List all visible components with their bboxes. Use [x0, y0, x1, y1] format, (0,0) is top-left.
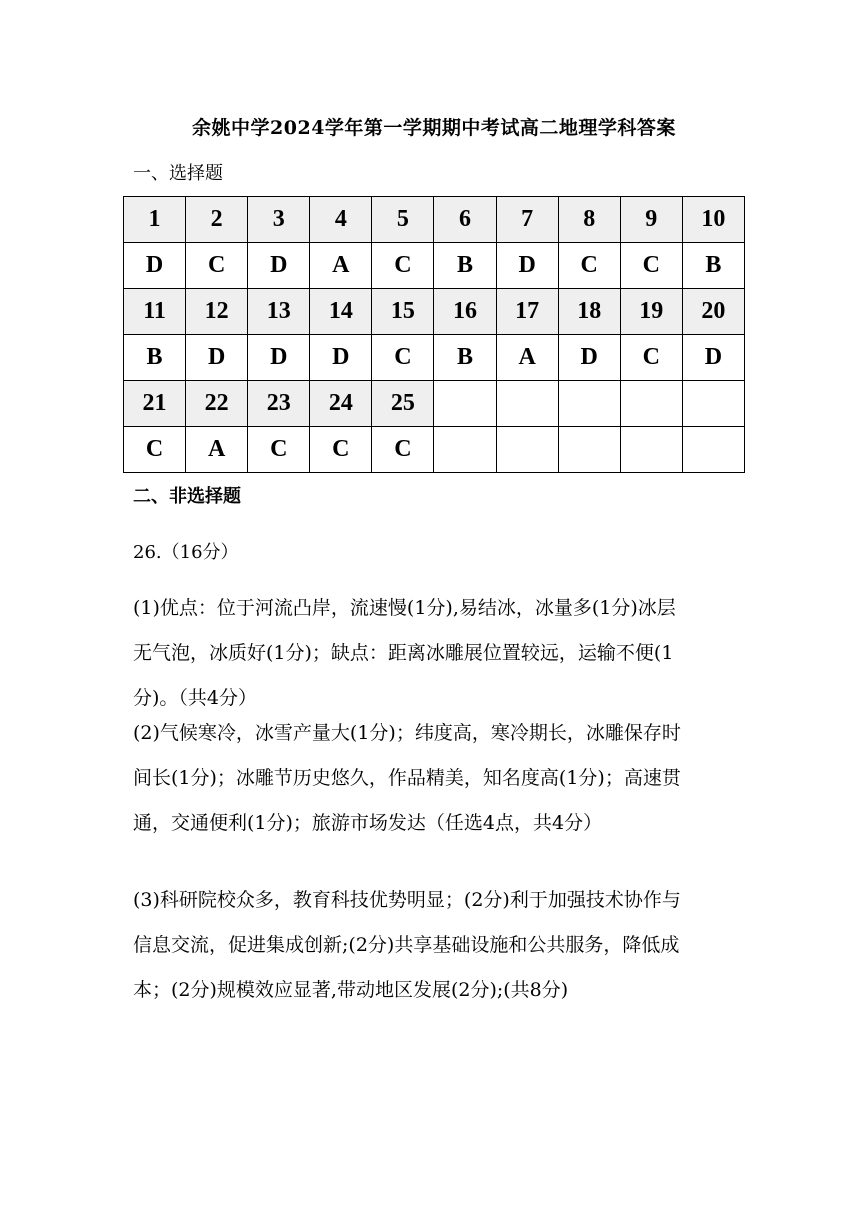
question-number-cell: 19: [620, 289, 682, 335]
question-number-cell: 5: [372, 197, 434, 243]
section-heading-multiple-choice: 一、选择题: [133, 163, 223, 184]
answer-cell: D: [124, 243, 186, 289]
question-number-cell: 6: [434, 197, 496, 243]
question-number-cell: 7: [496, 197, 558, 243]
question-number-cell: 2: [186, 197, 248, 243]
question-number-cell: [620, 381, 682, 427]
question-number-cell: 10: [682, 197, 744, 243]
answer-cell: C: [248, 427, 310, 473]
paragraph-line: 无气泡，冰质好(1分)；缺点：距离冰雕展位置较远，运输不便(1: [133, 642, 674, 664]
answer-cell: B: [124, 335, 186, 381]
document-title: 余姚中学2024学年第一学期期中考试高二地理学科答案: [192, 117, 676, 139]
question-number-cell: [682, 381, 744, 427]
paragraph-line: 本；(2分)规模效应显著,带动地区发展(2分);(共8分): [133, 979, 569, 1001]
question-number-cell: 12: [186, 289, 248, 335]
question-number-cell: 8: [558, 197, 620, 243]
answer-cell: C: [372, 243, 434, 289]
answer-cell: A: [310, 243, 372, 289]
answer-paragraph-2: [133, 711, 739, 846]
question-number-cell: [496, 381, 558, 427]
section-heading-non-choice: 二、非选择题: [133, 486, 241, 507]
answer-cell: C: [124, 427, 186, 473]
question-number-cell: 11: [124, 289, 186, 335]
question-number-cell: 20: [682, 289, 744, 335]
answer-cell: C: [372, 335, 434, 381]
answer-cell: B: [434, 335, 496, 381]
answer-cell: D: [248, 335, 310, 381]
question-number-cell: 23: [248, 381, 310, 427]
question-number-cell: 18: [558, 289, 620, 335]
answer-cell: C: [620, 243, 682, 289]
question-number-cell: [434, 381, 496, 427]
answer-paragraph-1: [133, 586, 739, 721]
question-number-cell: [558, 381, 620, 427]
question-number-row: [124, 197, 745, 243]
paragraph-line: 通，交通便利(1分)；旅游市场发达（任选4点，共4分）: [133, 812, 603, 834]
question-number-cell: 22: [186, 381, 248, 427]
answer-cell: D: [682, 335, 744, 381]
answer-cell: [558, 427, 620, 473]
answer-cell: [620, 427, 682, 473]
question-number-cell: 15: [372, 289, 434, 335]
question-number-cell: 9: [620, 197, 682, 243]
paragraph-line: 信息交流，促进集成创新;(2分)共享基础设施和公共服务，降低成: [133, 934, 680, 956]
answer-cell: [682, 427, 744, 473]
question-26-heading: 26.（16分）: [133, 542, 239, 563]
paragraph-line: 分)。（共4分）: [133, 687, 258, 709]
answer-cell: D: [248, 243, 310, 289]
answer-cell: A: [496, 335, 558, 381]
answer-cell: B: [682, 243, 744, 289]
answer-table: [123, 196, 745, 473]
answer-cell: D: [496, 243, 558, 289]
question-number-cell: 21: [124, 381, 186, 427]
answer-cell: D: [310, 335, 372, 381]
answer-row: [124, 243, 745, 289]
question-number-cell: 25: [372, 381, 434, 427]
question-number-cell: 24: [310, 381, 372, 427]
answer-paragraph-3: [133, 878, 739, 1013]
answer-cell: C: [310, 427, 372, 473]
paragraph-line: 间长(1分)；冰雕节历史悠久，作品精美，知名度高(1分)；高速贯: [133, 767, 681, 789]
answer-cell: B: [434, 243, 496, 289]
paragraph-line: (2)气候寒冷，冰雪产量大(1分)；纬度高，寒冷期长，冰雕保存时: [133, 722, 681, 744]
answer-cell: [434, 427, 496, 473]
answer-cell: D: [186, 335, 248, 381]
question-number-row: [124, 289, 745, 335]
answer-cell: A: [186, 427, 248, 473]
answer-cell: C: [558, 243, 620, 289]
answer-cell: C: [620, 335, 682, 381]
paragraph-line: (1)优点：位于河流凸岸，流速慢(1分),易结冰，冰量多(1分)冰层: [133, 597, 676, 619]
question-number-cell: 14: [310, 289, 372, 335]
question-number-cell: 17: [496, 289, 558, 335]
answer-cell: C: [372, 427, 434, 473]
answer-row: [124, 335, 745, 381]
question-number-cell: 4: [310, 197, 372, 243]
question-number-cell: 1: [124, 197, 186, 243]
answer-cell: [496, 427, 558, 473]
question-number-cell: 3: [248, 197, 310, 243]
question-number-cell: 16: [434, 289, 496, 335]
answer-row: [124, 427, 745, 473]
answer-cell: D: [558, 335, 620, 381]
paragraph-line: (3)科研院校众多，教育科技优势明显；(2分)利于加强技术协作与: [133, 889, 681, 911]
question-number-cell: 13: [248, 289, 310, 335]
answer-cell: C: [186, 243, 248, 289]
question-number-row: [124, 381, 745, 427]
